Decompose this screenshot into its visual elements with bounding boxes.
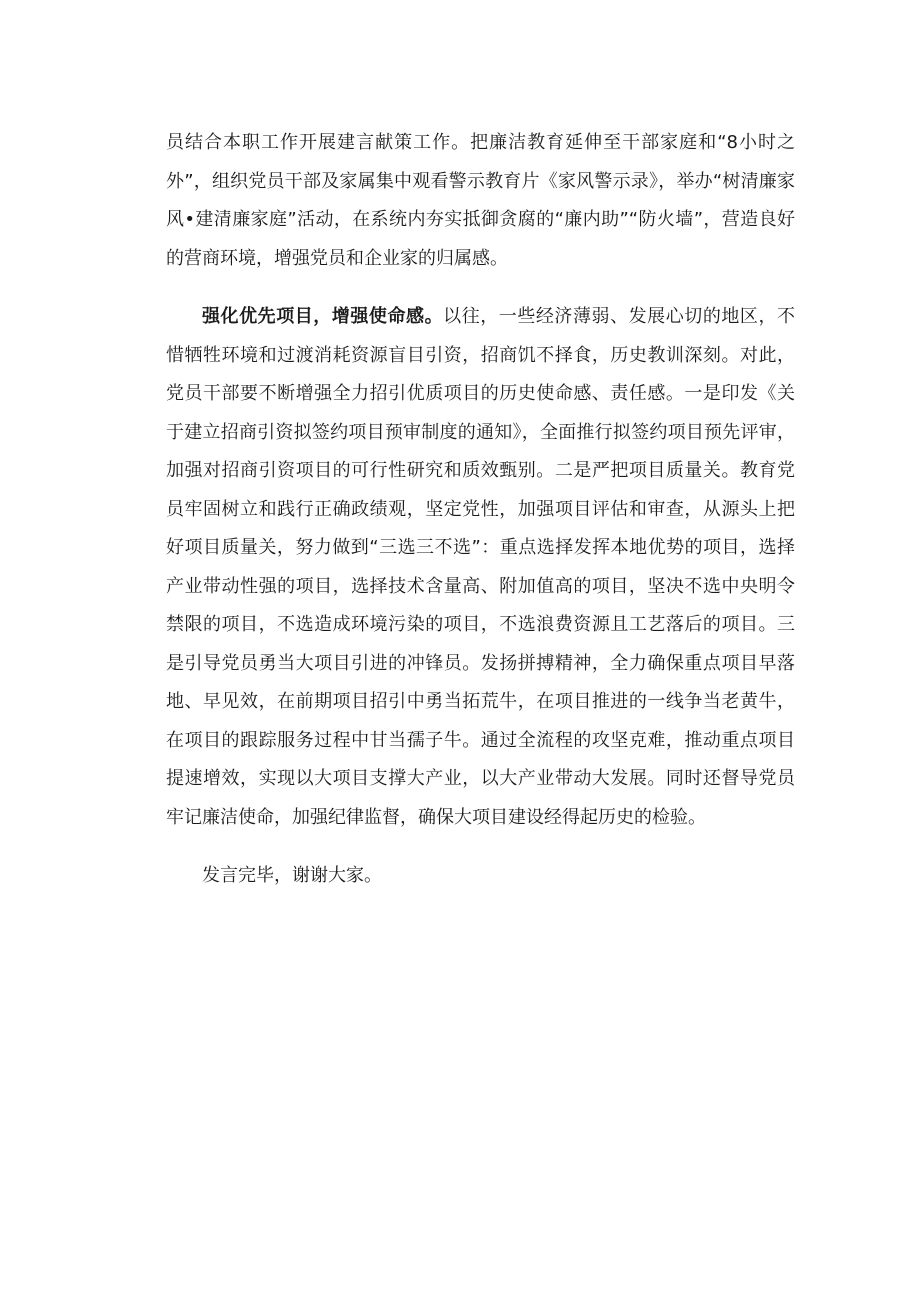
paragraph-heading: 强化优先项目，增强使命感。 (202, 306, 444, 327)
paragraph-text: 以往，一些经济薄弱、发展心切的地区，不惜牺牲环境和过渡消耗资源盲目引资，招商饥不择食，历史教训深刻。对此，党员干部要不断增强全力招引优质项目的历史使命感、责任感。一是印发《关于建立招商引资拟签约项目预审制度的通知》，全面推行拟签约项目预先评审，加强对招商引资项目的可行性研究和质效甄别。二是严把项目质量关。教育党员牢固树立和践行正确政绩观，坚定党性，加强项目评估和审查，从源头上把好项目质量关，努力做到“三选三不选”：重点选择发挥本地优势的项目，选择产业带动性强的项目，选择技术含量高、附加值高的项目，坚决不选中央明令禁限的项目，不选造成环境污染的项目，不选浪费资源且工艺落后的项目。三是引导党员勇当大项目引进的冲锋员。发扬拼搏精神，全力确保重点项目早落地、早见效，在前期项目招引中勇当拓荒牛，在项目推进的一线争当老黄牛，在项目的跟踪服务过程中甘当孺子牛。通过全流程的攻坚克难，推动重点项目提速增效，实现以大项目支撑大产业，以大产业带动大发展。同时还督导党员牢记廉洁使命，加强纪律监督，确保大项目建设经得起历史的检验。 (166, 306, 796, 828)
paragraph-text: 员结合本职工作开展建言献策工作。把廉洁教育延伸至干部家庭和“8小时之外”，组织党员干部及家属集中观看警示教育片《家风警示录》，举办“树清廉家风•建清廉家庭”活动，在系统内夯实抵御贪腐的“廉内助”“防火墙”，营造良好的营商环境，增强党员和企业家的归属感。 (166, 132, 795, 269)
paragraph-closing (166, 857, 795, 896)
paragraph-priority-projects (166, 298, 795, 837)
paragraph-text: 发言完毕，谢谢大家。 (202, 865, 382, 886)
document-body (166, 124, 795, 896)
paragraph-continued (166, 124, 795, 278)
